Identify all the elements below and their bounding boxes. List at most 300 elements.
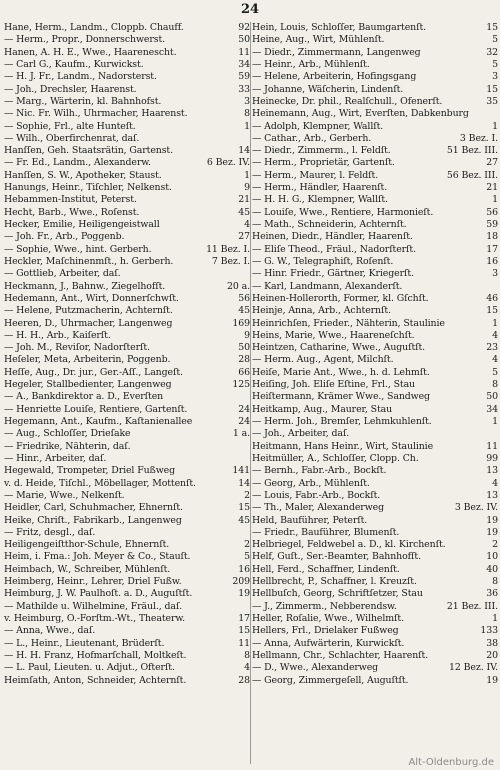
entry-number: 2: [244, 539, 250, 551]
entry-text: Heſſe, Aug., Dr. jur., Ger.-Aſſ., Langeſt.: [4, 366, 183, 378]
directory-entry: [4, 502, 250, 514]
entry-text: — Joh. Fr., Arb., Poggenb.: [4, 231, 125, 243]
directory-entry: [252, 121, 498, 133]
directory-entry: [252, 133, 498, 145]
directory-entry: [4, 416, 250, 428]
directory-entry: [4, 145, 250, 157]
entry-text: Hanſſen, S. W., Apotheker, Staust.: [4, 169, 162, 181]
entry-number: 133: [480, 625, 498, 637]
entry-text: Heimbach, W., Schreiber, Mühlenſt.: [4, 563, 171, 575]
directory-entry: [252, 305, 498, 317]
entry-text: Hellmann, Chr., Schlachter, Haarenſt.: [252, 649, 429, 661]
entry-text: — Herm. Joh., Bremſer, Lehmkuhlenſt.: [252, 416, 432, 427]
entry-number: 28: [238, 674, 250, 686]
directory-entry: [4, 207, 250, 219]
entry-number: 15: [486, 305, 498, 317]
directory-entry: [252, 441, 498, 453]
entry-text: — Mathilde u. Wilhelmine, Fräul., daſ.: [4, 600, 183, 612]
entry-number: 4: [244, 219, 250, 230]
entry-text: — Friedr., Bauführer, Blumenſt.: [252, 526, 400, 538]
entry-number: 3: [492, 268, 498, 280]
directory-entry: [252, 47, 498, 59]
entry-text: — L., Heinr., Lieutenant, Brüderſt.: [4, 637, 165, 649]
directory-entry: [4, 342, 250, 354]
entry-number: 36: [486, 588, 498, 600]
entry-number: 11 Bez. I.: [206, 243, 250, 255]
directory-entry: [252, 318, 498, 330]
entry-number: 20 a.: [227, 280, 250, 292]
entry-number: 24: [238, 403, 250, 415]
entry-text: Heckmann, J., Bahnw., Ziegelhofſt.: [4, 280, 166, 292]
directory-entry: [4, 219, 250, 231]
directory-entry: [252, 108, 498, 120]
directory-entry: [252, 22, 498, 34]
entry-number: 9: [244, 329, 250, 341]
directory-entry: [4, 157, 250, 169]
entry-text: Heinrichſen, Frieder., Nähterin, Staulinie: [252, 317, 445, 329]
directory-entry: [4, 527, 250, 539]
entry-text: — H. H., Arb., Kaiſerſt.: [4, 329, 111, 341]
directory-entry: [252, 219, 498, 231]
directory-entry: [252, 391, 498, 403]
directory-entry: [4, 194, 250, 206]
entry-text: — Bernh., Fabr.-Arb., Bockſt.: [252, 465, 387, 477]
directory-entry: [4, 539, 250, 551]
entry-text: Hanſſen, Geh. Staatsrätin, Gartenst.: [4, 145, 173, 157]
directory-entry: [252, 416, 498, 428]
entry-text: Heſeler, Meta, Arbeiterin, Poggenb.: [4, 354, 171, 366]
entry-number: 20: [486, 649, 498, 661]
entry-text: Heiſing, Joh. Eliſe Eſtine, Frl., Stau: [252, 379, 415, 391]
entry-text: Heintzen, Catharine, Wwe., Auguſtſt.: [252, 342, 426, 354]
entry-text: Heitmüller, A., Schloſſer, Clopp. Ch.: [252, 452, 419, 464]
directory-entry: [4, 515, 250, 527]
directory-entry: [252, 453, 498, 465]
entry-text: — L. Paul, Lieuten. u. Adjut., Ofterſt.: [4, 662, 175, 674]
entry-number: 5: [492, 58, 498, 70]
entry-number: 28: [238, 354, 250, 366]
entry-text: Hegeler, Stallbedienter, Langenweg: [4, 379, 172, 391]
directory-entry: [252, 502, 498, 514]
entry-number: 17: [486, 243, 498, 255]
directory-entry: [4, 34, 250, 46]
directory-entry: [4, 182, 250, 194]
directory-entry: [252, 638, 498, 650]
entry-text: Heimſath, Anton, Schneider, Achternſt.: [4, 674, 187, 686]
directory-entry: [252, 293, 498, 305]
directory-entry: [4, 84, 250, 96]
entry-number: 1: [492, 317, 498, 329]
entry-text: — Adolph, Klempner, Wallſt.: [252, 120, 384, 132]
directory-entry: [252, 428, 498, 440]
entry-text: Heimberg, Heinr., Lehrer, Driel Fußw.: [4, 576, 182, 588]
entry-number: 45: [238, 305, 250, 317]
directory-entry: [4, 318, 250, 330]
entry-number: 2: [492, 539, 498, 551]
entry-number: 4: [244, 662, 250, 674]
entry-number: 50: [486, 391, 498, 403]
directory-entry: [252, 564, 498, 576]
entry-text: Hellbrecht, P., Schaffner, l. Kreuzſt.: [252, 576, 417, 588]
entry-text: — Johanne, Wäſcherin, Lindenſt.: [252, 83, 404, 95]
entry-number: 13: [486, 465, 498, 477]
entry-number: 15: [486, 22, 498, 33]
directory-entry: [252, 170, 498, 182]
entry-number: 3: [244, 95, 250, 107]
entry-text: — Herm. Aug., Agent, Milchſt.: [252, 354, 394, 366]
entry-text: Heitkamp, Aug., Maurer, Stau: [252, 403, 393, 415]
entry-number: 209: [232, 576, 250, 588]
entry-text: — Math., Schneiderin, Achternſt.: [252, 219, 407, 230]
entry-number: 23: [486, 342, 498, 354]
directory-entry: [252, 465, 498, 477]
entry-text: — Marie, Wwe., Nelkenſt.: [4, 489, 125, 501]
entry-number: 9: [244, 182, 250, 194]
entry-text: — Hinr., Arbeiter, daſ.: [4, 452, 107, 464]
directory-entry: [4, 305, 250, 317]
directory-entry: [4, 613, 250, 625]
entry-number: 1: [244, 120, 250, 132]
directory-entry: [252, 34, 498, 46]
entry-number: 34: [238, 58, 250, 70]
entry-text: — Heinr., Arb., Mühlenſt.: [252, 58, 370, 70]
entry-number: 35: [486, 95, 498, 107]
entry-text: — Fritz, desgl., daſ.: [4, 526, 96, 538]
entry-number: 1: [492, 416, 498, 427]
directory-entry: [252, 281, 498, 293]
entry-number: 1 a.: [232, 428, 250, 440]
directory-entry: [252, 231, 498, 243]
entry-text: — Anna, Wwe., daſ.: [4, 625, 96, 637]
directory-entry: [252, 145, 498, 157]
entry-number: 11: [238, 46, 250, 58]
directory-entry: [4, 121, 250, 133]
directory-entry: [4, 96, 250, 108]
entry-text: — Nic. Fr. Wilh., Uhrmacher, Haarenst.: [4, 108, 188, 120]
directory-entry: [4, 330, 250, 342]
entry-number: 125: [232, 379, 250, 391]
directory-entry: [4, 662, 250, 674]
entry-number: 12 Bez. IV.: [449, 662, 498, 674]
entry-number: 45: [238, 514, 250, 526]
directory-entry: [4, 281, 250, 293]
entry-number: 8: [244, 108, 250, 120]
directory-entry: [4, 428, 250, 440]
directory-entry: [252, 539, 498, 551]
entry-text: — D., Wwe., Alexanderweg: [252, 662, 379, 674]
entry-number: 24: [238, 416, 250, 427]
entry-text: — Th., Maler, Alexanderweg: [252, 502, 384, 514]
entry-text: — Herm., Händler, Haarenſt.: [252, 182, 388, 194]
entry-text: Hecker, Emilie, Heiligengeistwall: [4, 219, 160, 230]
entry-number: 18: [486, 231, 498, 243]
directory-entry: [4, 576, 250, 588]
entry-text: — Georg, Zimmergeſell, Auguſtſt.: [252, 674, 409, 686]
entry-number: 5: [492, 34, 498, 46]
entry-number: 46: [486, 292, 498, 304]
page-number: 24: [240, 2, 260, 17]
directory-entry: [252, 515, 498, 527]
directory-entry: [252, 576, 498, 588]
entry-number: 5: [244, 551, 250, 563]
entry-number: 16: [486, 255, 498, 267]
entry-text: — H. H. G., Klempner, Wallſt.: [252, 194, 388, 206]
directory-entry: [252, 84, 498, 96]
directory-entry: [252, 588, 498, 600]
entry-number: 21: [486, 182, 498, 194]
directory-entry: [252, 601, 498, 613]
entry-number: 19: [238, 588, 250, 600]
entry-text: — Anna, Aufwärterin, Kurwickſt.: [252, 637, 405, 649]
entry-text: — Friedrike, Nähterin, daſ.: [4, 440, 131, 452]
entry-number: 56: [486, 206, 498, 218]
entry-number: 3: [492, 71, 498, 83]
entry-text: Heins, Marie, Wwe., Haareneſchſt.: [252, 329, 415, 341]
entry-text: Heinen, Diedr., Händler, Haarenſt.: [252, 231, 413, 243]
entry-text: Hanungs, Heinr., Tiſchler, Nelkenst.: [4, 182, 172, 194]
column-divider: [250, 22, 251, 764]
directory-entry: [4, 638, 250, 650]
entry-text: Heiſtermann, Krämer Wwe., Sandweg: [252, 391, 430, 403]
entry-number: 27: [238, 231, 250, 243]
entry-text: Heinecke, Dr. phil., Realſchull., Ofenerſt.: [252, 95, 443, 107]
directory-entry: [252, 527, 498, 539]
entry-number: 1: [492, 194, 498, 206]
entry-number: 66: [238, 366, 250, 378]
entry-number: 4: [492, 354, 498, 366]
entry-number: 2: [244, 489, 250, 501]
entry-text: — Louiſe, Wwe., Rentiere, Harmonieſt.: [252, 206, 434, 218]
directory-entry: [4, 59, 250, 71]
entry-number: 19: [486, 526, 498, 538]
entry-text: — Herm., Maurer, l. Feldſt.: [252, 169, 379, 181]
directory-entry: [252, 157, 498, 169]
directory-entry: [252, 182, 498, 194]
entry-number: 15: [238, 625, 250, 637]
entry-number: 6 Bez. IV.: [206, 157, 250, 169]
entry-text: — Marg., Wärterin, kl. Bahnhofst.: [4, 95, 162, 107]
directory-entry: [4, 47, 250, 59]
directory-entry: [252, 71, 498, 83]
directory-entry: [4, 22, 250, 34]
directory-entry: [4, 551, 250, 563]
entry-text: — Gottlieb, Arbeiter, daſ.: [4, 268, 121, 280]
entry-text: — Louis, Fabr.-Arb., Bockſt.: [252, 489, 381, 501]
directory-entry: [4, 625, 250, 637]
entry-text: — Diedr., Zimmermann, Langenweg: [252, 46, 421, 58]
entry-text: Heckler, Maſchinenmſt., h. Gerberh.: [4, 255, 174, 267]
entry-number: 169: [232, 317, 250, 329]
directory-entry: [252, 404, 498, 416]
entry-text: v. Heimburg, O.-Forſtm.-Wt., Theaterw.: [4, 613, 186, 624]
entry-number: 8: [492, 576, 498, 588]
entry-text: — Cathar., Arb., Gerberh.: [252, 132, 372, 144]
directory-entry: [252, 268, 498, 280]
entry-text: — A., Bankdirektor a. D., Everſten: [4, 391, 164, 403]
entry-number: 8: [244, 649, 250, 661]
entry-text: — Henriette Louiſe, Rentiere, Gartenſt.: [4, 403, 188, 415]
entry-text: — Sophie, Wwe., hint. Gerberh.: [4, 243, 152, 255]
directory-entry: [252, 490, 498, 502]
directory-entry: [4, 71, 250, 83]
directory-entry: [252, 379, 498, 391]
entry-text: Heinen-Hollerorth, Former, kl. Gſchſt.: [252, 292, 429, 304]
entry-text: v. d. Heide, Tiſchl., Möbellager, Mottenſt.: [4, 477, 196, 489]
entry-number: 15: [486, 83, 498, 95]
entry-text: Heim, i. Fma.: Joh. Meyer & Co., Stauſt.: [4, 551, 191, 563]
entry-text: — Wilh., Oberfirchenrat, daſ.: [4, 132, 140, 144]
entry-text: Hell, Ferd., Schaffner, Lindenſt.: [252, 563, 400, 575]
directory-entry: [4, 354, 250, 366]
entry-text: Hecht, Barb., Wwe., Roſenst.: [4, 206, 140, 218]
entry-number: 92: [238, 22, 250, 33]
entry-number: 32: [486, 46, 498, 58]
entry-text: — H. H. Franz, Hofmarſchall, Moltkeſt.: [4, 649, 187, 661]
directory-entry: [4, 170, 250, 182]
directory-entry: [4, 588, 250, 600]
entry-text: Hellbuſch, Georg, Schriftſetzer, Stau: [252, 588, 423, 600]
directory-entry: [252, 244, 498, 256]
directory-entry: [252, 354, 498, 366]
entry-number: 13: [486, 489, 498, 501]
entry-number: 7 Bez. I.: [211, 255, 250, 267]
directory-entry: [4, 244, 250, 256]
directory-entry: [252, 256, 498, 268]
directory-entry: [4, 490, 250, 502]
entry-number: 21: [238, 194, 250, 206]
entry-text: Heimburg, J. W. Paulhoſt. a. D., Auguſtſt.: [4, 588, 193, 600]
directory-entry: [252, 625, 498, 637]
entry-text: Hegewald, Trompeter, Driel Fußweg: [4, 465, 175, 477]
entry-number: 141: [232, 465, 250, 477]
directory-entry: [4, 478, 250, 490]
entry-number: 19: [486, 674, 498, 686]
entry-number: 16: [238, 563, 250, 575]
entry-number: 4: [492, 477, 498, 489]
directory-entry: [4, 465, 250, 477]
entry-number: 21 Bez. III.: [446, 600, 498, 612]
entry-text: Heinemann, Aug., Wirt, Everſten, Dabkenburg: [252, 108, 469, 120]
entry-number: 45: [238, 206, 250, 218]
entry-text: — Carl G., Kaufm., Kurwickst.: [4, 58, 144, 70]
directory-entry: [4, 441, 250, 453]
entry-text: Helf, Guſt., Ser.-Beamter, Bahnhofſt.: [252, 551, 421, 563]
entry-number: 34: [486, 403, 498, 415]
directory-entry: [4, 367, 250, 379]
entry-text: — H. J. Fr., Landm., Nadorsterst.: [4, 71, 157, 83]
entry-number: 59: [238, 71, 250, 83]
directory-entry: [4, 293, 250, 305]
entry-text: Heitmann, Hans Heinr., Wirt, Staulinie: [252, 440, 434, 452]
directory-entry: [4, 650, 250, 662]
entry-number: 14: [238, 145, 250, 157]
directory-entry: [252, 551, 498, 563]
directory-entry: [4, 256, 250, 268]
directory-entry: [252, 613, 498, 625]
entry-number: 8: [492, 379, 498, 391]
directory-entry: [252, 650, 498, 662]
directory-entry: [252, 367, 498, 379]
entry-text: Held, Bauführer, Peterſt.: [252, 514, 368, 526]
entry-text: — Hinr. Friedr., Gärtner, Kriegerſt.: [252, 268, 414, 280]
directory-entry: [4, 133, 250, 145]
entry-number: 19: [486, 514, 498, 526]
entry-number: 17: [238, 613, 250, 624]
directory-entry: [252, 59, 498, 71]
entry-text: Heiſe, Marie Ant., Wwe., h. d. Lehmſt.: [252, 366, 430, 378]
entry-number: 33: [238, 83, 250, 95]
directory-entry: [4, 564, 250, 576]
entry-text: Heinje, Anna, Arb., Achternſt.: [252, 305, 391, 317]
entry-text: — Georg, Arb., Mühlenſt.: [252, 477, 370, 489]
entry-text: Heidler, Carl, Schuhmacher, Ehnernſt.: [4, 502, 183, 514]
directory-entry: [252, 478, 498, 490]
entry-number: 56: [238, 292, 250, 304]
entry-number: 10: [486, 551, 498, 563]
entry-number: 11: [238, 637, 250, 649]
directory-entry: [4, 391, 250, 403]
entry-number: 15: [238, 502, 250, 514]
entry-number: 3 Bez. IV.: [454, 502, 498, 514]
watermark: Alt-Oldenburg.de: [408, 757, 494, 768]
entry-text: Helbriegel, Feldwebel a. D., kl. Kirchenſt.: [252, 539, 446, 551]
entry-text: Hebammen-Institut, Peterst.: [4, 194, 137, 206]
entry-text: Heike, Chriſt., Fabrikarb., Langenweg: [4, 514, 182, 526]
entry-number: 38: [486, 637, 498, 649]
directory-entry: [4, 268, 250, 280]
directory-entry: [252, 330, 498, 342]
entry-text: — J., Zimmerm., Nebberendsw.: [252, 600, 397, 612]
directory-entry: [4, 453, 250, 465]
entry-text: Heller, Roſalie, Wwe., Wilhelmſt.: [252, 613, 404, 624]
directory-entry: [4, 675, 250, 687]
directory-entry: [252, 662, 498, 674]
entry-text: Hein, Louis, Schloſſer, Baumgartenſt.: [252, 22, 426, 33]
left-column: [4, 22, 250, 687]
directory-entry: [252, 342, 498, 354]
directory-entry: [4, 231, 250, 243]
entry-text: — Aug., Schloſſer, Drieſake: [4, 428, 131, 440]
entry-number: 27: [486, 157, 498, 169]
entry-text: Hane, Herm., Landm., Cloppb. Chauff.: [4, 22, 184, 33]
entry-text: Heeren, D., Uhrmacher, Langenweg: [4, 317, 173, 329]
entry-number: 50: [238, 34, 250, 46]
entry-number: 1: [492, 613, 498, 624]
entry-text: — Fr. Ed., Landm., Alexanderw.: [4, 157, 151, 169]
entry-text: — Joh. M., Reviſor, Nadorſterſt.: [4, 342, 150, 354]
entry-text: — G. W., Telegraphiſt, Roſenſt.: [252, 255, 394, 267]
entry-text: — Joh., Drechsler, Haarenst.: [4, 83, 137, 95]
directory-entry: [252, 194, 498, 206]
entry-text: Hedemann, Ant., Wirt, Donnerſchwſt.: [4, 292, 179, 304]
entry-number: 1: [244, 169, 250, 181]
entry-text: Hellers, Frl., Drielaker Fußweg: [252, 625, 399, 637]
entry-text: — Helene, Arbeiterin, Hofingsgang: [252, 71, 417, 83]
directory-entry: [252, 207, 498, 219]
directory-entry: [4, 379, 250, 391]
entry-number: 14: [238, 477, 250, 489]
entry-number: 99: [486, 452, 498, 464]
entry-text: — Joh., Arbeiter, daſ.: [252, 428, 350, 440]
entry-text: Hanen, A. H. E., Wwe., Haarenescht.: [4, 46, 177, 58]
entry-text: — Helene, Putzmacherin, Achternſt.: [4, 305, 173, 317]
entry-number: 40: [486, 563, 498, 575]
entry-number: 5: [492, 366, 498, 378]
entry-text: — Eliſe Theod., Fräul., Nadorſterſt.: [252, 243, 416, 255]
entry-number: 1: [492, 120, 498, 132]
directory-entry: [252, 96, 498, 108]
entry-text: — Herm., Proprietär, Gartenſt.: [252, 157, 395, 169]
